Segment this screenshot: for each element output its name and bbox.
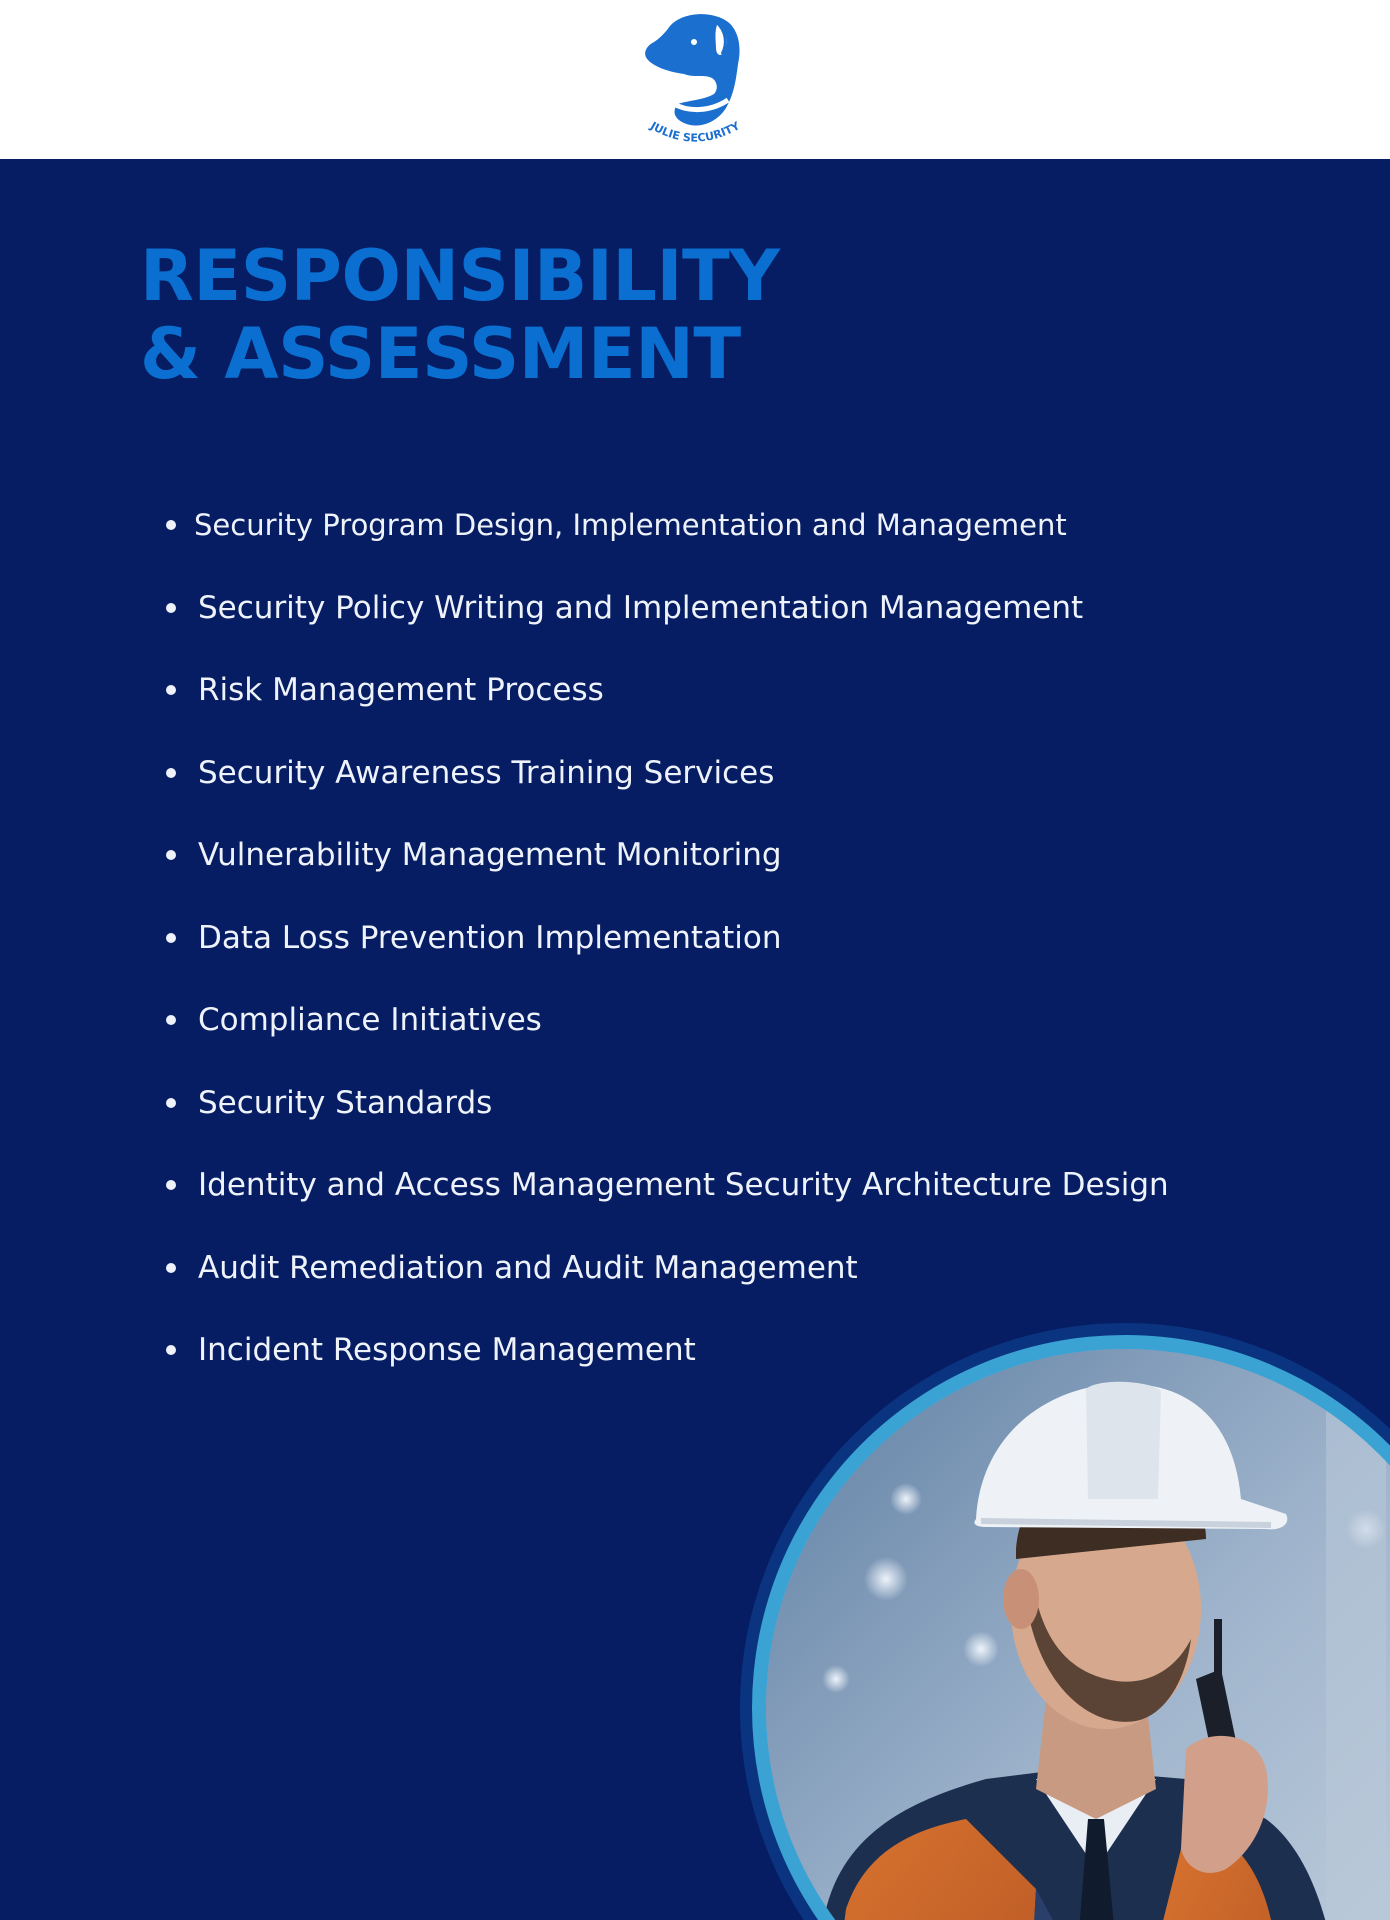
julie-security-logo [630,8,760,158]
list-item: Audit Remediation and Audit Management [162,1227,1202,1310]
services-list [162,484,1202,1392]
list-item: Identity and Access Management Security Architecture Design [162,1144,1202,1227]
photo-ring [752,1335,1390,1920]
security-worker-with-radio-photo [766,1349,1390,1920]
header-bar [0,0,1390,159]
list-item: Risk Management Process [162,649,1202,732]
list-item: Incident Response Management [162,1309,1202,1392]
photo-frame [740,1323,1390,1920]
list-item: Vulnerability Management Monitoring [162,814,1202,897]
list-item: Security Awareness Training Services [162,732,1202,815]
content-panel [0,159,1390,1920]
title-line-1: RESPONSIBILITY [140,235,780,317]
page-title [140,237,779,393]
dog-head-logo-icon [645,14,739,125]
logo-text: JULIE SECURITY [648,119,742,145]
list-item: Security Standards [162,1062,1202,1145]
list-item: Security Policy Writing and Implementation Management [162,567,1202,650]
list-item: Security Program Design, Implementation and Management [162,484,1202,567]
photo-illustration [766,1349,1390,1920]
list-item: Data Loss Prevention Implementation [162,897,1202,980]
title-line-2: & ASSESSMENT [140,313,741,395]
list-item: Compliance Initiatives [162,979,1202,1062]
